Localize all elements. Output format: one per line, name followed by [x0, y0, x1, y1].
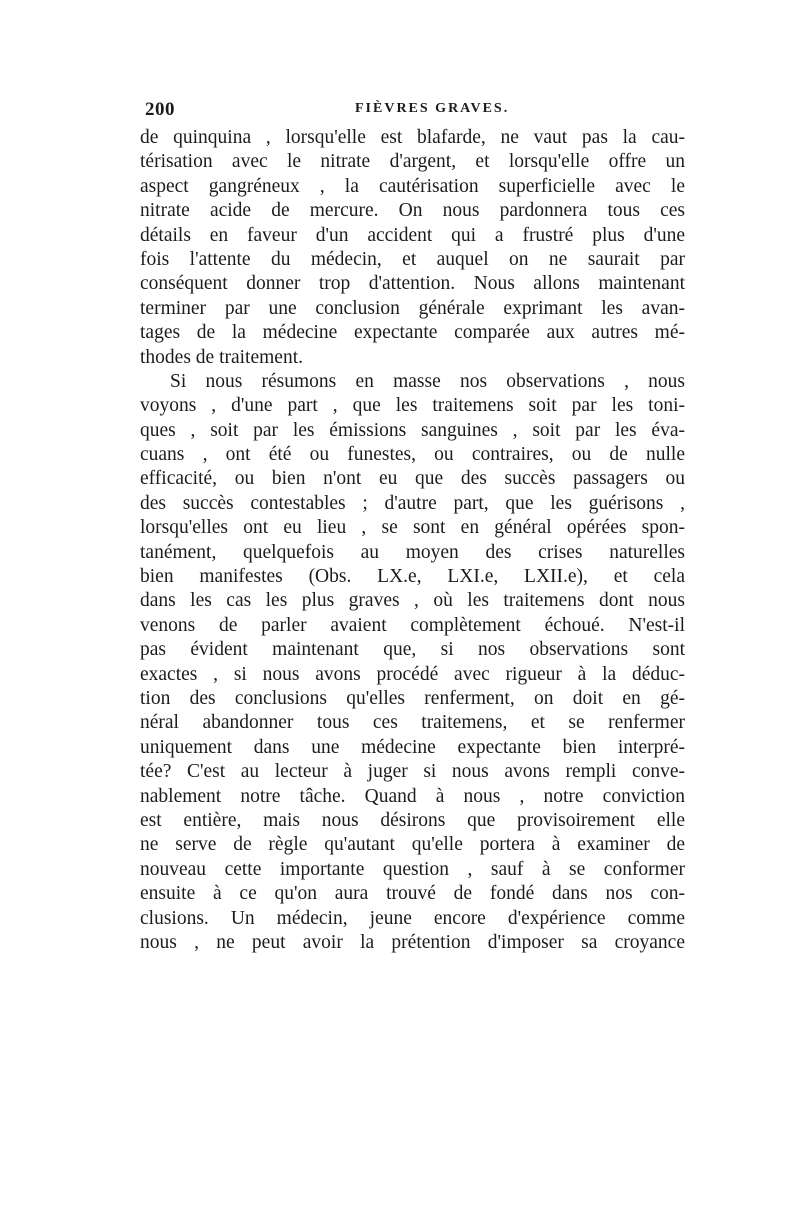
text-line: terminer par une conclusion générale exprimant les avan- [140, 297, 685, 319]
text-line: est entière, mais nous désirons que provisoirement elle [140, 809, 685, 831]
text-line: bien manifestes (Obs. LX.e, LXI.e, LXII.e), et cela [140, 566, 685, 588]
text-line: uniquement dans une médecine expectante bien interpré- [140, 736, 685, 758]
text-line: détails en faveur d'un accident qui a frustré plus d'une [140, 224, 685, 246]
text-line: tanément, quelquefois au moyen des crises naturelles [140, 541, 685, 563]
text-line: des succès contestables ; d'autre part, que les guérisons , [140, 492, 685, 514]
text-line: ensuite à ce qu'on aura trouvé de fondé dans nos con- [140, 883, 685, 905]
text-line: térisation avec le nitrate d'argent, et lorsqu'elle offre un [140, 151, 685, 173]
paragraph-start-line: Si nous résumons en masse nos observations , nous [170, 370, 685, 392]
text-line: dans les cas les plus graves , où les traitemens dont nous [140, 590, 685, 612]
text-line: voyons , d'une part , que les traitemens soit par les toni- [140, 395, 685, 417]
text-line: fois l'attente du médecin, et auquel on ne saurait par [140, 248, 685, 270]
text-line: venons de parler avaient complètement échoué. N'est-il [140, 614, 685, 636]
text-line: néral abandonner tous ces traitemens, et se renfermer [140, 712, 685, 734]
text-line: nous , ne peut avoir la prétention d'imposer sa croyance [140, 931, 685, 953]
text-line: aspect gangréneux , la cautérisation superficielle avec le [140, 175, 685, 197]
text-line: nouveau cette importante question , sauf à se conformer [140, 858, 685, 880]
text-line: de quinquina , lorsqu'elle est blafarde, ne vaut pas la cau- [140, 127, 685, 148]
text-line: tages de la médecine expectante comparée aux autres mé- [140, 322, 685, 344]
text-line: clusions. Un médecin, jeune encore d'expérience comme [140, 907, 685, 929]
text-line: nitrate acide de mercure. On nous pardonnera tous ces [140, 200, 685, 222]
paragraph-end-line: thodes de traitement. [140, 346, 303, 368]
text-line: efficacité, ou bien n'ont eu que des succès passagers ou [140, 468, 685, 490]
page-number: 200 [145, 99, 175, 120]
text-line: cuans , ont été ou funestes, ou contraires, ou de nulle [140, 444, 685, 466]
text-line: exactes , si nous avons procédé avec rigueur à la déduc- [140, 663, 685, 685]
text-line: ne serve de règle qu'autant qu'elle portera à examiner de [140, 834, 685, 856]
text-line: conséquent donner trop d'attention. Nous allons maintenant [140, 273, 685, 295]
body-text [140, 126, 685, 955]
text-line: tée? C'est au lecteur à juger si nous avons rempli conve- [140, 761, 685, 783]
running-head [145, 99, 685, 121]
text-line: tion des conclusions qu'elles renferment, on doit en gé- [140, 687, 685, 709]
text-line: ques , soit par les émissions sanguines , soit par les éva- [140, 419, 685, 441]
running-title: FIÈVRES GRAVES. [355, 101, 510, 116]
text-line: pas évident maintenant que, si nos observations sont [140, 639, 685, 661]
text-line: lorsqu'elles ont eu lieu , se sont en général opérées spon- [140, 517, 685, 539]
text-line: nablement notre tâche. Quand à nous , notre conviction [140, 785, 685, 807]
